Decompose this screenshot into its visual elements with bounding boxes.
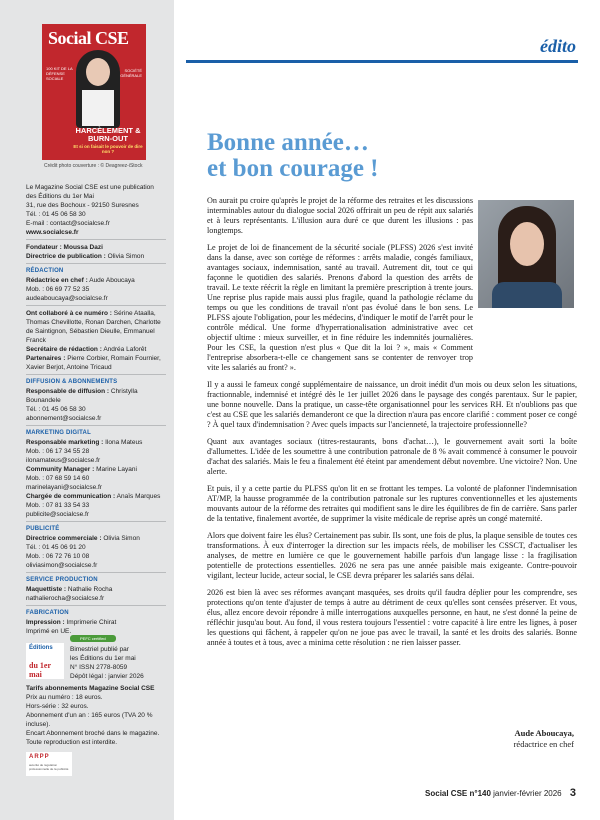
- section-head: SERVICE PRODUCTION: [26, 577, 98, 583]
- cover-photo: [76, 50, 120, 128]
- author-role: rédactrice en chef: [513, 739, 574, 749]
- intro-line: Tél. : 01 45 06 58 30: [26, 211, 86, 218]
- prod: Nathalie Rocha: [67, 586, 113, 593]
- contrib: Sérine Ataalla, Thomas Chevillotte, Ronan Darchen, Charlotte de Saintignon, Sébastien Dieulle, Emmanuel Franck: [26, 310, 161, 344]
- intro-line: 31, rue des Bochoux - 92150 Suresnes: [26, 202, 139, 209]
- partners-label: Partenaires :: [26, 355, 66, 362]
- contrib-label: Ont collaboré à ce numéro :: [26, 310, 112, 317]
- paragraph: Le projet de loi de financement de la sécurité sociale (PLFSS) 2026 s'est invité dans la danse, avec son cortège de réformes : arrêts maladie, congés familiaux, avantages sociaux, indemnisation, santé au travail. Autrement dit, tout ce qui façonne le quotidien des salariés. Prenons d'abord la question des arrêts de travail. Le texte réécrit la règle en limitant la première prescription à trente jours. Une reprise plus rapide mais aussi plus fragile, quand la pathologie réclame du temps ou que les conditions de travail n'ont pas évolué dans le bon sens. Le PLFSS ajoute l'obligation, pour les médecins, d'indiquer le motif de l'arrêt pour le contrôle médical. Une forme d'hyperrationalisation administrative avec cet objectif ultime : mieux surveiller, et in fine réduire les indemnités journalières. Pour les CSE, la question n'est plus « Que dit la loi ? », mais « Comment l'entreprise absorbera-t-elle ce changement sans se contenter de renvoyer trop vite les salariés au front? ».: [207, 243, 473, 372]
- section-head: DIFFUSION & ABONNEMENTS: [26, 379, 118, 385]
- pub-director-label: Directrice de publication :: [26, 253, 106, 260]
- cover-logo: Social CSE: [48, 28, 129, 48]
- cm: Marine Layani: [96, 466, 137, 473]
- cover-side-text: 100 KIT DE LA DÉFENSE SOCIALE: [46, 66, 73, 81]
- arpp-logo: ARPP autorité de régulation professionnelle de la publicité: [26, 752, 72, 776]
- masthead: [26, 183, 166, 636]
- author-name: Aude Aboucaya,: [514, 728, 574, 738]
- partners: Pierre Corbier, Romain Fournier, Xavier Berjot, Antoine Tricaud: [26, 355, 161, 371]
- page-number: 3: [569, 787, 576, 799]
- diffusion: Christylla Bounandele: [26, 388, 138, 404]
- comm-mob: Mob. : 07 81 33 54 33: [26, 502, 90, 509]
- signature: [514, 728, 574, 750]
- cover-headline: HARCÈLEMENT & BURN-OUT: [75, 126, 141, 143]
- editor-mail: audeaboucaya@socialcse.fr: [26, 295, 108, 302]
- editor-mob: Mob. : 06 69 77 52 35: [26, 286, 90, 293]
- print: Imprimerie Chirat: [66, 619, 117, 626]
- prod-mail: nathalierocha@socialcse.fr: [26, 595, 105, 602]
- section-head: MARKETING DIGITAL: [26, 430, 91, 436]
- paragraph: Alors que doivent faire les élus? Certainement pas subir. Ils sont, une fois de plus, la plaque sensible de toutes ces transformations. À eux d'interroger la direction sur les impacts réels, de mobiliser les CSSCT, d'actualiser les analyses, de mettre en lumière ce que le gouvernement habille parfois d'un langage lisse : la fragilisation potentielle de protections essentielles. 2026 ne sera pas une année paisible mais exigeante. Contre-pouvoir vigilant, lecteur lucide, acteur social, le CSE devra préparer les salariés sans délai.: [207, 531, 577, 580]
- intro-line: des Éditions du 1er Mai: [26, 193, 94, 200]
- cover-side-text-right: SOCIÉTÉ GÉNÉRALE: [120, 68, 142, 78]
- intro-line: E-mail : contact@socialcse.fr: [26, 220, 110, 227]
- mkt-label: Responsable marketing :: [26, 439, 104, 446]
- cover-credit: Crédit photo couverture : © Deagreez-iStock: [44, 163, 143, 169]
- section-head: RÉDACTION: [26, 268, 64, 274]
- section-label: édito: [540, 36, 576, 56]
- article-body: [207, 196, 577, 655]
- intro-line: Le Magazine Social CSE est une publication: [26, 184, 154, 191]
- comm: Anaïs Marques: [116, 493, 161, 500]
- cm-label: Community Manager :: [26, 466, 95, 473]
- tarifs: Tarifs abonnements Magazine Social CSE Prix au numéro : 18 euros. Hors-série : 32 euros. Abonnement d'un an : 165 euros (TVA 20 % incluse). Encart Abonnement broché dans le magazine. Toute reproduction est interdite.: [26, 684, 166, 747]
- editor: Aude Aboucaya: [89, 277, 135, 284]
- diffusion-tel: Tél. : 01 45 06 58 30: [26, 406, 86, 413]
- diffusion-label: Responsable de diffusion :: [26, 388, 110, 395]
- cover-subheadline: Et si on faisait le pouvoir de dire non ?: [73, 144, 143, 154]
- paragraph: Il y a aussi le fameux congé supplémentaire de naissance, un droit inédit d'un mois ou deux selon les situations, fractionnable, indemnisé et intégré dès le 1er juillet 2026 dans le paysage des congés parentaux. Sur le papier, une bonne nouvelle. Dans la pratique, un casse-tête organisationnel pour les services RH. Et n'oublions pas que c'est au CSE que les salariés demanderont ce que la direction n'aura pas encore clarifié : comment poser ce congé ? À quel taux d'indemnisation ? Avec quels impacts sur l'ancienneté, la trajectoire professionnelle?: [207, 380, 577, 429]
- pub-mob: Mob. : 06 72 76 10 08: [26, 553, 90, 560]
- section-head: FABRICATION: [26, 610, 69, 616]
- paragraph: On aurait pu croire qu'après le projet de la réforme des retraites et les discussions interminables autour du dialogue social 2026 offrirait un peu de répit aux salariés et à leurs représentants. L'illusion aura duré ce que durent les illusions : pas longtemps.: [207, 196, 473, 235]
- comm-mail: publicite@socialcse.fr: [26, 511, 89, 518]
- page-footer: [425, 787, 576, 799]
- founder: Fondateur : Moussa Dazi: [26, 244, 103, 251]
- pub-mail: oliviasimon@socialcse.fr: [26, 562, 98, 569]
- pub-label: Directrice commerciale :: [26, 535, 102, 542]
- cm-mail: marinelayani@socialcse.fr: [26, 484, 102, 491]
- paragraph: Quant aux avantages sociaux (titres-restaurants, bons d'achat…), le gouvernement avait sorti la boîte d'allumettes. L'idée de les soumettre à une contribution patronale de 8 % avait commencé à consumer le pouvoir d'achat des salariés. Mais le feu a finalement été éteint par amendement début novembre. Une victoire? Non. Une alerte.: [207, 437, 577, 476]
- mkt-mob: Mob. : 06 17 34 55 28: [26, 448, 90, 455]
- publisher-info: Bimestriel publié par les Éditions du 1er mai N° ISSN 2778-8059 Dépôt légal : janvier 2026: [70, 646, 144, 680]
- magazine-cover: [42, 24, 146, 160]
- pub-director: Olivia Simon: [107, 253, 145, 260]
- mkt-mail: ilonamateus@socialcse.fr: [26, 457, 101, 464]
- section-head: PUBLICITÉ: [26, 526, 60, 532]
- prod-label: Maquettiste :: [26, 586, 67, 593]
- paragraph: Et puis, il y a cette partie du PLFSS qu'on lit en se frottant les tempes. La volonté de plafonner l'indemnisation AT/MP, la hausse programmée de la contribution patronale sur les ruptures conventionnelles et les ajustements mouvants autour de la réforme des retraites qui modifient sans le dire les équilibres de fin de carrière. Sans parler de la tentative, finalement avortée, de supprimer la visite médicale de reprise après un congé maternité.: [207, 484, 577, 523]
- article-title: Bonne année… et bon courage !: [207, 129, 379, 182]
- tarifs-head: Tarifs abonnements Magazine Social CSE: [26, 685, 155, 692]
- pub-tel: Tél. : 01 45 06 91 20: [26, 544, 86, 551]
- secretary-label: Secrétaire de rédaction :: [26, 346, 102, 353]
- website: www.socialcse.fr: [26, 229, 79, 236]
- header-rule: [186, 60, 578, 63]
- print-label: Impression :: [26, 619, 65, 626]
- pefc-logo: PEFC certified: [70, 635, 116, 642]
- footer-date: janvier-février 2026: [493, 789, 562, 798]
- footer-magazine: Social CSE n°140: [425, 789, 491, 798]
- secretary: Andréa Laforêt: [103, 346, 147, 353]
- cm-mob: Mob. : 07 68 59 14 60: [26, 475, 90, 482]
- sidebar: [0, 0, 174, 820]
- print-country: Imprimé en UE.: [26, 628, 72, 635]
- pub: Olivia Simon: [103, 535, 140, 542]
- diffusion-mail: abonnement@socialcse.fr: [26, 415, 102, 422]
- mkt: Ilona Mateus: [105, 439, 143, 446]
- editor-label: Rédactrice en chef :: [26, 277, 88, 284]
- comm-label: Chargée de communication :: [26, 493, 116, 500]
- editions-logo: Éditions du 1er mai: [26, 643, 64, 679]
- paragraph: 2026 est bien là avec ses réformes avançant masquées, ses droits qu'il faudra déplier pour les comprendre, ses protections qu'on tente d'ajuster de temps à autre au détriment de ceux qu'elles sont censées préserver. Et vous, élus, allez encore devoir répondre à mille interrogations auxquelles personne, en haut, ne s'est donné la peine de réfléchir jusqu'au bout. Au fond, il vous restera toujours l'essentiel : votre capacité à lire entre les lignes, à poser les questions qui fâchent, à rappeler qu'on ne joue pas avec le travail, la santé et les droits des salariés. Bonne année à toutes et à tous, avec a minima cette résolution : ne rien laisser passer.: [207, 588, 577, 647]
